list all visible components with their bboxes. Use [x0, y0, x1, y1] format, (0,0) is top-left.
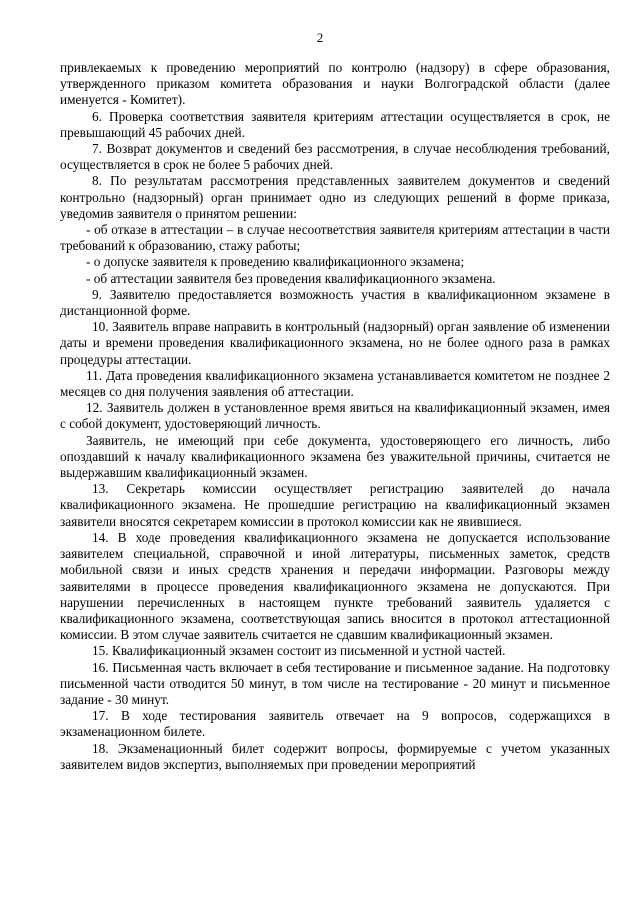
paragraph-7: 7. Возврат документов и сведений без рассмотрения, в случае несоблюдения требований, осуществляется в срок не более 5 рабочих дней.: [60, 141, 610, 173]
paragraph-18: 18. Экзаменационный билет содержит вопросы, формируемые с учетом указанных заявителем видов экспертиз, выполняемых при проведении мероприятий: [60, 740, 610, 772]
paragraph-11: 11. Дата проведения квалификационного экзамена устанавливается комитетом не позднее 2 месяцев со дня получения заявления об аттестации.: [60, 367, 610, 400]
list-item-attestation: - об аттестации заявителя без проведения квалификационного экзамена.: [86, 270, 496, 286]
paragraph-16: 16. Письменная часть включает в себя тестирование и письменное задание. На подготовку письменной части отводится 50 минут, в том числе на тестирование - 20 минут и письменное задание - 30 минут.: [60, 659, 610, 707]
list-item-refusal: - об отказе в аттестации – в случае несоответствия заявителя критериям аттестации в части требований к образованию, стажу работы;: [60, 222, 610, 254]
paragraph-6: 6. Проверка соответствия заявителя критериям аттестации осуществляется в срок, не превышающий 45 рабочих дней.: [60, 108, 610, 140]
paragraph-9: 9. Заявителю предоставляется возможность участия в квалификационном экзамене в дистанционной форме.: [60, 286, 610, 319]
page-number: 2: [316, 30, 324, 45]
paragraph-continuation: привлекаемых к проведению мероприятий по контролю (надзору) в сфере образования, утвержденного приказом комитета образования и науки Волгоградской области (далее именуется - Комитет).: [60, 60, 610, 108]
paragraph-10: 10. Заявитель вправе направить в контрольный (надзорный) орган заявление об изменении даты и времени проведения квалификационного экзамена, но не более одного раза в рамках процедуры аттестации.: [60, 319, 610, 367]
paragraph-15: 15. Квалификационный экзамен состоит из письменной и устной частей.: [92, 643, 506, 659]
paragraph-13: 13. Секретарь комиссии осуществляет регистрацию заявителей до начала квалификационного экзамена. Не прошедшие регистрацию на квалификационный экзамен заявители вносятся секретарем комиссии в протокол комиссии как не явившиеся.: [60, 481, 610, 529]
paragraph-8: 8. По результатам рассмотрения представленных заявителем документов и сведений контрольно (надзорный) орган принимает одно из следующих решений в форме приказа, уведомив заявителя о принятом решении:: [60, 173, 610, 221]
list-item-admission: - о допуске заявителя к проведению квалификационного экзамена;: [86, 254, 465, 270]
paragraph-14: 14. В ходе проведения квалификационного экзамена не допускается использование заявителем специальной, справочной и иной литературы, письменных заметок, средств мобильной связи и иных средств хранения и передачи информации. Разговоры между заявителями в процессе проведения квалификационного экзамена не допускаются. При нарушении перечисленных в настоящем пункте требований заявитель удаляется с квалификационного экзамена, соответствующая запись вносится в протокол аттестационной комиссии. В этом случае заявитель считается не сдавшим квалификационный экзамен.: [60, 529, 610, 643]
document-body: [60, 60, 610, 773]
paragraph-12-note: Заявитель, не имеющий при себе документа, удостоверяющего его личность, либо опоздавший к началу квалификационного экзамена без уважительной причины, считается не выдержавшим квалификационный экзамен.: [60, 432, 610, 481]
paragraph-17: 17. В ходе тестирования заявитель отвечает на 9 вопросов, содержащихся в экзаменационном билете.: [60, 708, 610, 740]
paragraph-12: 12. Заявитель должен в установленное время явиться на квалификационный экзамен, имея с собой документ, удостоверяющий личность.: [60, 400, 610, 432]
